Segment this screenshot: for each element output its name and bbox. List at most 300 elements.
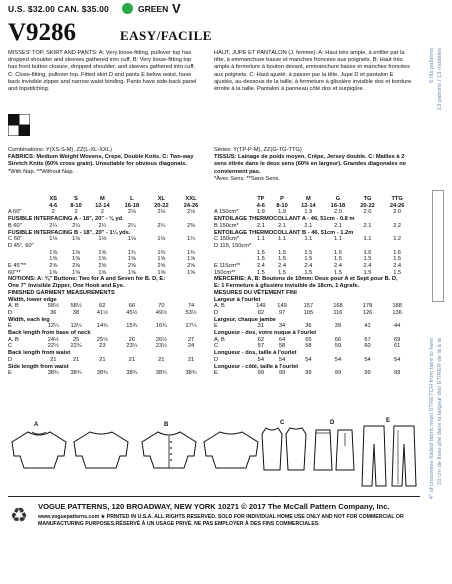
- table-cell: 2.0: [333, 209, 342, 216]
- nap-note-fr: *Avec Sens. **Sans Sens.: [214, 175, 280, 182]
- view-b-sketch: [138, 428, 200, 470]
- yardage-table-fr: [214, 196, 412, 377]
- table-cell: 1.6: [363, 249, 372, 256]
- table-cell: 69: [393, 336, 401, 343]
- color-badge: GREEN: [138, 4, 169, 14]
- table-row: [8, 370, 206, 377]
- table-cell: 58: [278, 343, 286, 350]
- table-cell: 38¾: [96, 370, 108, 377]
- table-cell: [214, 196, 251, 203]
- table-cell: 168: [333, 303, 343, 310]
- table-cell: B 150cm*: [214, 222, 239, 229]
- price-label: U.S. $32.00 CAN. $35.00: [8, 4, 109, 14]
- table-row: [214, 196, 412, 203]
- pattern-number: V9286: [8, 19, 77, 46]
- table-cell: 1¼: [187, 236, 195, 243]
- table-cell: 126: [362, 309, 373, 316]
- table-cell: 38¾: [126, 370, 138, 377]
- table-cell: 24: [187, 343, 195, 350]
- table-row: [214, 323, 412, 330]
- footer-fine-print: www.voguepatterns.com ★ PRINTED IN U.S.A. ALL RIGHTS RESERVED. SOLD FOR INDIVIDUAL HOME USE ONLY AND NOT FOR COMMERCIAL OR MANUFACTURING PURPOSES.RÉSERVÉ À UN USAGE PRIVÉ. NE PAS EMPLOYER À DES FINS COMMERCIALES.: [38, 514, 404, 527]
- table-row: [8, 270, 206, 277]
- table-cell: 188: [392, 303, 402, 310]
- table-cell: 16-18: [330, 202, 346, 209]
- table-row: [8, 317, 206, 324]
- table-cell: 54: [305, 356, 312, 363]
- table-cell: 99: [334, 370, 342, 377]
- table-cell: 2⅝: [157, 263, 166, 270]
- table-cell: 2.1: [304, 222, 313, 229]
- table-cell: 105: [303, 309, 314, 316]
- table-cell: 1.1: [304, 236, 313, 243]
- table-cell: 25½: [96, 336, 108, 343]
- table-cell: 60: [364, 343, 371, 350]
- table-row: [8, 310, 206, 317]
- table-cell: FINISHED GARMENT MEASUREMENTS: [8, 289, 115, 296]
- table-cell: 36: [50, 309, 57, 316]
- table-cell: FUSIBLE INTERFACING B - 18", 20" - 1¼ yds.: [8, 229, 131, 236]
- stretch-gauge: [427, 38, 447, 584]
- table-cell: 178: [362, 303, 373, 310]
- nap-note-en: *With Nap. **Without Nap.: [8, 168, 75, 175]
- table-cell: 99: [278, 370, 286, 377]
- table-cell: 24-26: [183, 202, 199, 209]
- table-cell: 66: [334, 336, 342, 343]
- table-cell: Largeur, chaque jambe: [214, 316, 276, 323]
- description-en: MISSES' TOP, SKIRT AND PANTS: A: Very loose-fitting, pullover top has dropped shoulder and sleeves gathered into cuff. B: Very loose-fitting top has front button closure, dropped shoulder, and sleeves gathered into cuff. C: Close-fitting, pullover top. Fitted skirt D and pants E below waist, have back invisible zipper and narrow waist binding. Pants have side-back panel and topstitching.: [8, 50, 197, 93]
- table-cell: 1.5: [256, 256, 265, 263]
- table-cell: 62: [257, 336, 264, 343]
- table-cell: 26: [128, 336, 135, 343]
- table-cell: 2.4: [278, 263, 286, 270]
- table-cell: 1¾: [157, 249, 166, 256]
- table-cell: 99: [393, 370, 401, 377]
- table-cell: 70: [158, 303, 165, 310]
- table-cell: 1⅛: [127, 236, 136, 243]
- table-cell: 1.9: [304, 209, 313, 216]
- table-cell: 26½: [155, 336, 167, 343]
- table-cell: XL: [157, 196, 165, 202]
- table-cell: 1.5: [363, 269, 372, 276]
- table-cell: 64: [278, 336, 286, 343]
- table-cell: P: [280, 196, 284, 202]
- table-row: [214, 283, 412, 290]
- table-cell: 2: [100, 209, 104, 216]
- table-cell: 13¼: [70, 323, 82, 330]
- table-row: [8, 297, 206, 304]
- table-row: [8, 364, 206, 371]
- table-cell: MESURES DU VÊTEMENT FINI: [214, 289, 297, 296]
- table-cell: 57: [257, 343, 264, 350]
- table-cell: Largeur à l'ourlet: [214, 296, 261, 303]
- table-cell: 66: [128, 303, 135, 310]
- table-cell: 17¼: [185, 323, 197, 330]
- table-cell: 1⅝: [157, 256, 166, 263]
- table-row: [8, 357, 206, 364]
- table-cell: Width, lower edge: [8, 296, 57, 303]
- table-cell: [8, 203, 42, 210]
- table-cell: 14¾: [96, 323, 108, 330]
- table-cell: [214, 250, 251, 257]
- table-row: [214, 303, 412, 310]
- table-cell: 38¾: [155, 370, 167, 377]
- table-cell: [8, 256, 42, 263]
- stretch-gauge-box: [432, 190, 444, 302]
- table-row: [8, 203, 206, 210]
- view-c-sketch: [260, 426, 284, 472]
- series-mark: V: [172, 1, 181, 16]
- view-label-c: C: [280, 420, 285, 426]
- table-cell: 4-6: [256, 202, 265, 209]
- table-cell: 25: [72, 336, 80, 343]
- table-row: [8, 330, 206, 337]
- table-cell: 74: [187, 303, 195, 310]
- table-cell: D: [8, 356, 13, 363]
- table-cell: D 45", 60": [8, 242, 34, 249]
- table-cell: [353, 243, 383, 250]
- footer-address: VOGUE PATTERNS, 120 BROADWAY, NEW YORK 10271 © 2017 The McCall Pattern Company, Inc.: [38, 502, 390, 511]
- table-cell: G: [335, 196, 341, 202]
- view-label-b: B: [164, 422, 169, 428]
- table-cell: 1.5: [304, 256, 313, 263]
- table-cell: 1⅝: [127, 269, 136, 276]
- table-cell: 1¾: [127, 249, 136, 256]
- table-cell: D 115, 150cm*: [214, 242, 252, 249]
- table-cell: 16¾: [155, 323, 167, 330]
- table-cell: 59: [334, 343, 342, 350]
- table-row: [214, 276, 412, 283]
- table-cell: 67: [364, 336, 371, 343]
- table-cell: [8, 196, 42, 203]
- table-row: [214, 343, 412, 350]
- table-cell: 31: [257, 323, 264, 330]
- table-cell: 23: [99, 343, 106, 350]
- table-cell: XXL: [185, 196, 197, 202]
- table-cell: [88, 243, 118, 250]
- table-cell: 2.4: [304, 263, 313, 270]
- view-b-back-sketch: [200, 428, 262, 470]
- table-cell: 1⅝: [98, 256, 107, 263]
- table-cell: Side length from waist: [8, 363, 69, 370]
- table-cell: 21: [72, 356, 80, 363]
- table-cell: 62: [99, 303, 106, 310]
- table-cell: 1⅛: [49, 236, 58, 243]
- table-cell: Longueur - dos, votre nuque à l'ourlet: [214, 330, 317, 337]
- table-cell: 16-18: [124, 202, 140, 209]
- table-cell: 116: [333, 309, 343, 316]
- table-row: [8, 209, 206, 216]
- table-cell: E: [8, 370, 12, 377]
- table-cell: 136: [392, 309, 402, 316]
- table-cell: 20-22: [154, 202, 169, 209]
- description-fr: HAUT, JUPE ET PANTALON (J. femme): A: Haut très ample, à enfiler par la tête, à emmanchure basse et manches froncées aux poignets. B: Haut très ample à fermeture à bouton devant, emmanchure basse et manches froncées aux poignets. C: Haut ajusté, à passer par la tête. Jupe D et pantalon E ajustés, au-dessous de la taille, à fermeture à glissière invisible dos et bordure étroite à la taille. Pantalon à panneau côté dos et surpiqûre.: [214, 50, 412, 93]
- table-cell: ENTOILAGE THERMOCOLLANT A - 46, 51cm - 0.8 m: [214, 216, 355, 223]
- table-cell: E: [8, 323, 12, 330]
- table-cell: 1.5: [256, 249, 265, 256]
- table-cell: B 60": [8, 222, 22, 229]
- yardage-table-en: [8, 196, 206, 377]
- table-row: [8, 350, 206, 357]
- table-cell: E: [214, 370, 218, 377]
- table-row: [8, 256, 206, 263]
- table-cell: 21: [187, 356, 195, 363]
- view-label-d: D: [330, 420, 335, 426]
- table-cell: 1⅝: [72, 256, 80, 263]
- table-cell: TG: [363, 196, 372, 202]
- table-cell: 34: [278, 323, 286, 330]
- table-cell: 45½: [126, 309, 138, 316]
- table-cell: 1.6: [333, 249, 342, 256]
- table-cell: D: [8, 309, 13, 316]
- table-cell: 2¼: [127, 222, 136, 229]
- table-row: [214, 203, 412, 210]
- table-cell: 1.5: [278, 256, 286, 263]
- table-cell: 1.5: [278, 249, 286, 256]
- combinations-fr: Séries: Y(TP-P-M), ZZ(G-TG-TTG): [214, 147, 302, 153]
- table-cell: A, B: [214, 303, 225, 310]
- table-cell: 24-26: [389, 202, 405, 209]
- table-cell: 61: [393, 343, 401, 350]
- table-cell: 1⅝: [49, 269, 58, 276]
- table-cell: [147, 243, 177, 250]
- fits-en-label: 6 fits patterns: [429, 48, 435, 83]
- table-cell: A, B: [8, 336, 19, 343]
- table-cell: 2⅝: [98, 263, 107, 270]
- table-cell: C: [8, 343, 13, 350]
- view-e-back-sketch: [390, 424, 418, 488]
- combinations-en: Combinations: Y(XS-S-M), ZZ(L-XL-XXL): [8, 147, 112, 153]
- table-cell: 53½: [185, 309, 197, 316]
- table-cell: [251, 243, 270, 250]
- view-label-a: A: [34, 422, 39, 428]
- table-cell: 99: [305, 370, 312, 377]
- table-cell: 150cm**: [214, 269, 236, 276]
- table-cell: FUSIBLE INTERFACING A - 18", 20" - ⅛ yd.: [8, 216, 124, 223]
- table-row: [214, 297, 412, 304]
- table-row: [214, 243, 412, 250]
- table-cell: 54: [278, 356, 286, 363]
- table-row: [214, 370, 412, 377]
- table-cell: 2¼: [49, 222, 58, 229]
- table-cell: 2⅝: [187, 263, 195, 270]
- table-cell: 54: [257, 356, 264, 363]
- table-row: [214, 317, 412, 324]
- table-cell: [117, 243, 147, 250]
- table-cell: 15¾: [126, 323, 138, 330]
- table-cell: 1.5: [333, 256, 342, 263]
- table-row: [214, 310, 412, 317]
- view-a-sketch: [8, 428, 70, 470]
- table-cell: M: [99, 196, 105, 202]
- table-cell: 1.9: [256, 209, 265, 216]
- table-cell: 2⅛: [187, 209, 195, 216]
- table-cell: E 115cm**: [214, 263, 241, 270]
- table-row: [214, 270, 412, 277]
- table-cell: 2.4: [363, 263, 372, 270]
- table-row: [8, 263, 206, 270]
- table-cell: E 45"**: [8, 263, 27, 270]
- table-cell: 2.0: [363, 209, 372, 216]
- table-cell: 2.4: [393, 263, 402, 270]
- table-row: [8, 196, 206, 203]
- fabrics-en: FABRICS: Medium Weight Wovens, Crepe, Double Knits. C: Two-way Stretch Knits (60% cross grain). Unsuitable for obvious diagonals.: [8, 154, 194, 168]
- table-cell: 22¾: [70, 343, 82, 350]
- table-row: [214, 230, 412, 237]
- table-cell: 1.1: [363, 236, 372, 243]
- table-cell: 1.5: [363, 256, 372, 263]
- table-row: [8, 223, 206, 230]
- view-c-back-sketch: [284, 426, 308, 472]
- table-cell: 20-22: [360, 202, 375, 209]
- table-cell: 2.1: [256, 222, 265, 229]
- table-cell: 1⅝: [187, 256, 195, 263]
- table-cell: 38¾: [70, 370, 82, 377]
- table-cell: 1.5: [333, 269, 342, 276]
- table-cell: [214, 203, 251, 210]
- table-cell: 1⅝: [49, 249, 58, 256]
- table-cell: [176, 243, 206, 250]
- table-cell: 8-10: [70, 202, 82, 209]
- table-row: [8, 243, 206, 250]
- table-cell: 1⅛: [98, 236, 107, 243]
- view-d-sketch: [312, 428, 334, 472]
- table-row: [214, 209, 412, 216]
- table-row: [214, 256, 412, 263]
- table-cell: 2⅛: [157, 209, 166, 216]
- table-cell: Back length from base of neck: [8, 330, 91, 337]
- table-cell: 22½: [47, 343, 59, 350]
- table-row: [8, 303, 206, 310]
- table-cell: 99: [257, 370, 264, 377]
- table-cell: 2.2: [393, 222, 402, 229]
- table-cell: 44: [393, 323, 401, 330]
- table-cell: 2⅛: [127, 209, 136, 216]
- table-row: [214, 357, 412, 364]
- table-cell: 1.5: [393, 256, 402, 263]
- table-cell: 1⅛: [157, 236, 166, 243]
- table-cell: 1⅝: [72, 249, 80, 256]
- table-row: [214, 290, 412, 297]
- table-cell: TP: [257, 196, 265, 202]
- table-cell: 157: [303, 303, 314, 310]
- table-cell: [323, 243, 353, 250]
- table-cell: M: [306, 196, 311, 202]
- table-cell: [382, 243, 412, 250]
- table-cell: 8-10: [276, 202, 288, 209]
- table-cell: 2⅝: [127, 263, 136, 270]
- table-cell: 54: [334, 356, 342, 363]
- table-cell: One 7" Invisible Zipper, One Hook and Eye.: [8, 283, 125, 290]
- table-cell: D: [214, 309, 219, 316]
- table-cell: 1.5: [278, 269, 286, 276]
- table-cell: [65, 243, 88, 250]
- table-cell: 12-14: [95, 202, 110, 209]
- table-cell: 2.0: [393, 209, 402, 216]
- table-cell: 92: [257, 309, 264, 316]
- table-row: [8, 230, 206, 237]
- view-a-back-sketch: [70, 428, 132, 470]
- table-cell: 1⅝: [157, 269, 166, 276]
- footer-divider: [8, 496, 420, 497]
- table-cell: C 150cm*: [214, 236, 239, 243]
- table-cell: 2.1: [278, 222, 286, 229]
- table-row: [8, 276, 206, 283]
- recycle-icon: ♻: [10, 505, 28, 527]
- table-cell: 1.1: [333, 236, 342, 243]
- table-cell: 2: [51, 209, 55, 216]
- color-dot-icon: [122, 3, 133, 14]
- table-cell: 58½: [70, 303, 82, 310]
- table-cell: Back length from waist: [8, 350, 71, 357]
- table-row: [214, 236, 412, 243]
- table-cell: ENTOILAGE THERMOCOLLANT B - 46, 51cm - 1.2m: [214, 229, 354, 236]
- combinations-en-block: [8, 147, 206, 176]
- table-cell: 58: [305, 343, 312, 350]
- table-cell: 23¼: [126, 343, 138, 350]
- table-cell: [42, 243, 65, 250]
- table-cell: 38¾: [47, 370, 59, 377]
- fits-fr-label: 13 patrons / 13 modèles: [437, 48, 443, 111]
- table-row: [8, 216, 206, 223]
- table-cell: 38¾: [185, 370, 197, 377]
- table-row: [214, 216, 412, 223]
- stretch-instructions-en: 4" of crosswise folded fabric must STRETCH from here to here: [429, 338, 435, 500]
- table-cell: 1⅝: [72, 269, 80, 276]
- table-cell: C: [214, 343, 219, 350]
- table-cell: 2¼: [98, 222, 107, 229]
- table-cell: 2⅜: [187, 222, 195, 229]
- table-row: [8, 236, 206, 243]
- table-cell: 2¼: [157, 222, 166, 229]
- table-cell: 54: [364, 356, 371, 363]
- table-row: [214, 263, 412, 270]
- table-cell: 1.5: [393, 269, 402, 276]
- table-row: [214, 350, 412, 357]
- table-cell: Longueur - dos, taille à l'ourlet: [214, 350, 297, 357]
- table-cell: 149: [256, 303, 266, 310]
- table-cell: 12¼: [47, 323, 59, 330]
- table-row: [8, 343, 206, 350]
- table-cell: 58½: [47, 303, 59, 310]
- table-cell: 27: [187, 336, 195, 343]
- table-cell: E: [214, 323, 218, 330]
- table-cell: NOTIONS: A: ⅜" Buttons: Two for A and Seven for B. D, E:: [8, 276, 166, 283]
- table-cell: 2.1: [363, 222, 372, 229]
- table-cell: 1.1: [256, 236, 265, 243]
- table-cell: 2.1: [333, 222, 342, 229]
- table-cell: 1.5: [304, 269, 313, 276]
- table-row: [214, 330, 412, 337]
- table-cell: 1¾: [187, 249, 195, 256]
- table-row: [214, 364, 412, 371]
- table-cell: 21: [50, 356, 57, 363]
- table-cell: 38: [72, 309, 80, 316]
- table-cell: 60"**: [8, 269, 21, 276]
- table-cell: 1.6: [393, 249, 402, 256]
- table-row: [8, 290, 206, 297]
- table-cell: 1.1: [278, 236, 286, 243]
- table-cell: MERCERIE: A, B: Boutons de 10mm: Deux pour A et Sept pour B. D,: [214, 276, 398, 283]
- table-row: [8, 323, 206, 330]
- table-cell: 54: [393, 356, 401, 363]
- table-cell: 1⅝: [98, 269, 107, 276]
- table-cell: 21: [158, 356, 165, 363]
- table-cell: 1⅝: [98, 249, 107, 256]
- table-cell: D: [214, 356, 219, 363]
- table-cell: [214, 256, 251, 263]
- table-cell: 97: [278, 309, 286, 316]
- view-e-sketch: [360, 424, 388, 488]
